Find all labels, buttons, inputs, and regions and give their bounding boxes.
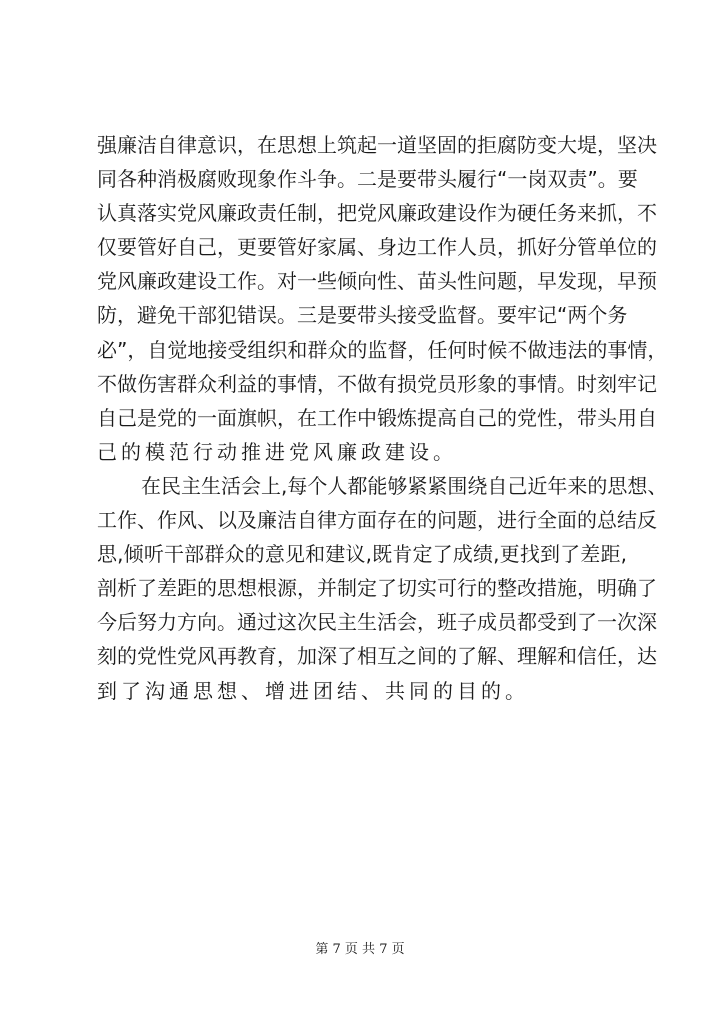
text-line: 强廉洁自律意识，在思想上筑起一道坚固的拒腐防变大堤，坚决	[97, 133, 657, 157]
text-line: 剖析了差距的思想根源，并制定了切实可行的整改措施，明确了	[97, 576, 657, 601]
text-line: 党风廉政建设工作。对一些倾向性、苗头性问题，早发现，早预	[97, 269, 657, 294]
paragraph-start-line: 在民主生活会上,每个人都能够紧紧围绕自己近年来的思想、	[141, 473, 668, 498]
text-line: 思,倾听干部群众的意见和建议,既肯定了成绩,更找到了差距,	[97, 542, 627, 567]
text-line: 同各种消极腐败现象作斗争。二是要带头履行“一岗双责”。要	[97, 167, 638, 192]
text-line: 必”，自觉地接受组织和群众的监督，任何时候不做违法的事情，	[97, 337, 668, 362]
text-line: 认真落实党风廉政责任制，把党风廉政建设作为硬任务来抓，不	[97, 201, 657, 226]
text-line: 刻的党性党风再教育，加深了相互之间的了解、理解和信任，达	[97, 644, 657, 669]
text-line: 己的模范行动推进党风廉政建设。	[97, 439, 457, 464]
text-line: 防，避免干部犯错误。三是要带头接受监督。要牢记“两个务	[97, 303, 628, 328]
text-line: 自己是党的一面旗帜，在工作中锻炼提高自己的党性，带头用自	[97, 405, 657, 430]
page-number: 第 7 页 共 7 页	[315, 942, 405, 957]
document-body	[97, 128, 668, 708]
text-line: 不做伤害群众利益的事情，不做有损党员形象的事情。时刻牢记	[97, 371, 657, 396]
text-line: 仅要管好自己，更要管好家属、身边工作人员，抓好分管单位的	[97, 235, 657, 260]
text-line: 今后努力方向。通过这次民主生活会，班子成员都受到了一次深	[97, 610, 657, 635]
text-line: 工作、作风、以及廉洁自律方面存在的问题，进行全面的总结反	[97, 508, 657, 533]
text-line: 到了沟通思想、增进团结、共同的目的。	[97, 678, 529, 703]
